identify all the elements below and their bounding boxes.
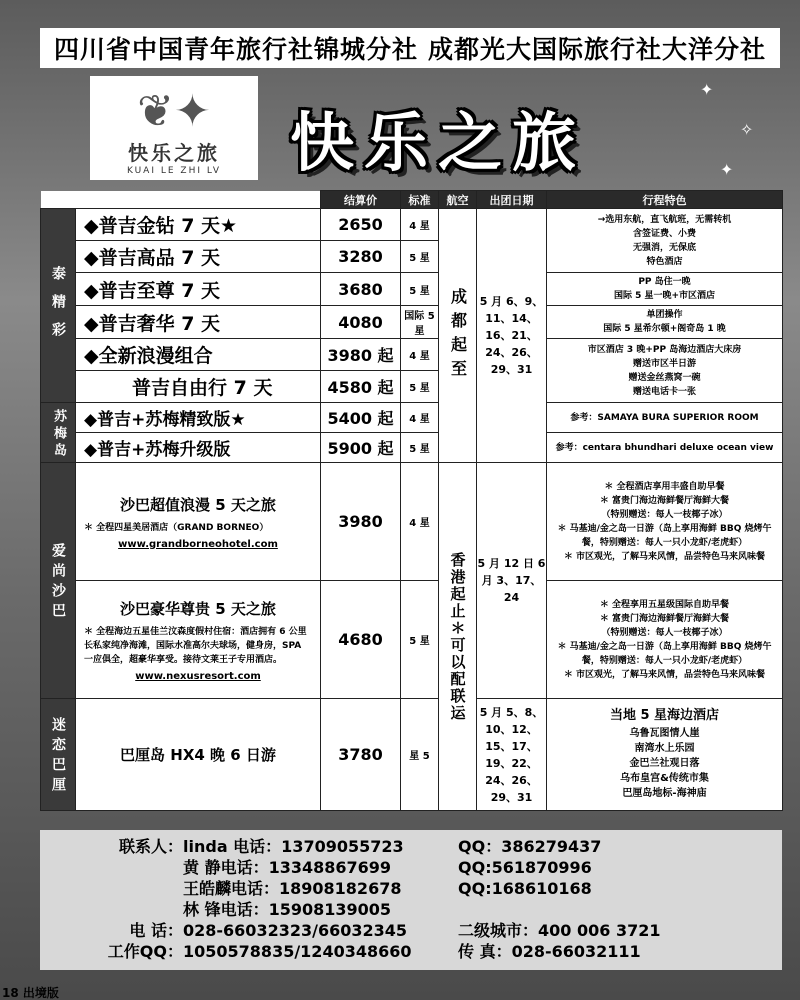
feature-line: 巴厘岛地标-海神庙 [622, 788, 707, 799]
product-std: 5 星 [401, 433, 439, 463]
col-date: 出团日期 [477, 191, 547, 209]
product-price: 3980 [321, 463, 401, 581]
hotel-link[interactable]: www.nexusresort.com [135, 670, 261, 682]
region-thai: 泰精彩 [41, 209, 76, 403]
agency-left: 四川省中国青年旅行社锦城分社 [54, 35, 419, 64]
feature-line: ＊ 马基迪/金之岛一日游（岛上享用海鲜 BBQ 烧烤午餐，特别赠送：每人一只小龙虾/老虎虾） [557, 523, 772, 548]
logo-pinyin: KUAI LE ZHI LV [126, 166, 222, 176]
product-name: ◆普吉+苏梅升级版 [76, 433, 321, 463]
table-row [41, 463, 783, 581]
product-name: ◆普吉金钻 7 天★ [76, 209, 321, 241]
product-price: 4680 [321, 581, 401, 699]
agency-right: 成都光大国际旅行社大洋分社 [427, 35, 766, 64]
contact-row: 联系人： linda 电话：13709055723 QQ：386279437 [118, 837, 602, 856]
table-row [41, 433, 783, 463]
feature-line: 参考：centara bhundhari deluxe ocean view [547, 433, 783, 463]
product-price: 4580 起 [321, 371, 401, 403]
feature-line: ＊ 富贵门海边海鲜餐厅海鲜大餐 [599, 613, 730, 624]
product-std: 5 星 [401, 581, 439, 699]
product-std: 5 星 [401, 273, 439, 306]
feature-line: 赠送金丝燕窝一碗 [628, 372, 701, 383]
product-price: 3780 [321, 699, 401, 811]
product-name: 巴厘岛 HX4 晚 6 日游 [120, 746, 276, 764]
page-title: 快乐之旅 [290, 107, 586, 181]
product-name: ◆全新浪漫组合 [76, 339, 321, 371]
product-name: 沙巴超值浪漫 5 天之旅 [120, 495, 276, 514]
table-row [41, 339, 783, 371]
product-price: 3280 [321, 241, 401, 273]
product-price: 3680 [321, 273, 401, 306]
feature-line: 国际 5 星希尔顿+阁奇岛 1 晚 [603, 324, 726, 334]
region-sabah: 爱尚沙巴 [41, 463, 76, 699]
feature-line: 市区酒店 3 晚+PP 岛海边酒店大床房 [587, 344, 742, 355]
table-header-row [41, 191, 783, 209]
feature-line: ＊ 市区观光，了解马来风情，品尝特色马来风味餐 [563, 669, 766, 680]
product-desc: ＊ 全程海边五星佳兰汶森度假村住宿：酒店拥有 6 公里长私家纯净海滩，国际水准高尔夫球场，健身房，SPA 一应俱全，超豪华享受。接待文莱王子专用酒店。 [84, 626, 307, 665]
feature-line: 特色酒店 [646, 256, 683, 267]
agency-header [40, 28, 780, 68]
feature-line: 单团操作 [646, 310, 683, 320]
hotel-link[interactable]: www.grandborneohotel.com [118, 538, 278, 550]
col-air: 航空 [439, 191, 477, 209]
region-sumei: 苏梅岛 [41, 403, 76, 463]
col-std: 标准 [401, 191, 439, 209]
col-feat: 行程特色 [547, 191, 783, 209]
logo-mark-icon: ❦✦ [137, 86, 211, 137]
product-name: ◆普吉+苏梅精致版★ [76, 403, 321, 433]
product-name: 普吉自由行 7 天 [76, 371, 321, 403]
table-row [41, 209, 783, 241]
sparkle-icon: ✦ [720, 160, 734, 179]
feature-line: ＊ 市区观光，了解马来风情，品尝特色马来风味餐 [563, 551, 766, 562]
feature-line: 金巴兰社观日落 [629, 758, 700, 769]
product-price: 5400 起 [321, 403, 401, 433]
feature-line: 无强消，无保底 [632, 242, 696, 253]
feature-line: PP 岛住一晚 [638, 277, 691, 287]
product-price: 4080 [321, 306, 401, 339]
itinerary-table [40, 190, 783, 811]
thai-dates: 5 月 6、9、11、14、16、21、24、26、29、31 [477, 209, 547, 463]
table-row [41, 699, 783, 811]
feature-line: （特别赠送：每人一枝椰子冰） [601, 509, 728, 520]
feature-line: 南湾水上乐园 [634, 743, 695, 754]
contact-row: 电 话： 028-66032323/66032345 二级城市：400 006 3721 [129, 921, 661, 940]
product-std: 4 星 [401, 339, 439, 371]
table-row [41, 273, 783, 306]
logo-text: 快乐之旅 [128, 141, 220, 165]
contact-row: 王皓麟电话：18908182678 QQ:168610168 [183, 879, 592, 898]
contact-row: 工作QQ： 1050578835/1240348660 传 真：028-66032111 [107, 942, 641, 961]
product-std: 星 5 [401, 699, 439, 811]
feature-line: 含签证费、小费 [632, 228, 696, 239]
feature-line: 国际 5 星一晚+市区酒店 [613, 291, 716, 301]
product-std: 5 星 [401, 371, 439, 403]
feature-line: 赠送市区半日游 [632, 358, 696, 369]
air-hongkong: 香港起止＊可以配联运 [439, 463, 477, 811]
product-name: 沙巴豪华尊贵 5 天之旅 [120, 599, 276, 618]
feature-line: ＊ 马基迪/金之岛一日游（岛上享用海鲜 BBQ 烧烤午餐，特别赠送：每人一只小龙虾/老虎虾） [557, 641, 772, 666]
table-row [41, 581, 783, 699]
air-chengdu: 成都起至 [439, 209, 477, 463]
page-footer: 18 出境版 [2, 986, 59, 1000]
table-row [41, 306, 783, 339]
feature-line: ＊ 全程享用五星级国际自助早餐 [599, 599, 730, 610]
feature-title: 当地 5 星海边酒店 [609, 708, 720, 723]
col-price: 结算价 [321, 191, 401, 209]
feature-line: 参考：SAMAYA BURA SUPERIOR ROOM [547, 403, 783, 433]
logo [90, 76, 258, 180]
feature-line: 乌布皇宫&传统市集 [620, 773, 709, 784]
product-desc: ＊ 全程四星美居酒店（GRAND BORNEO） [84, 522, 269, 533]
feature-line: →选用东航，直飞航班，无需转机 [597, 214, 732, 225]
product-name: ◆普吉高品 7 天 [76, 241, 321, 273]
product-name: ◆普吉至尊 7 天 [76, 273, 321, 306]
feature-line: 乌鲁瓦图情人崖 [629, 728, 700, 739]
product-price: 2650 [321, 209, 401, 241]
contact-panel [40, 830, 782, 970]
sabah-dates: 5 月 12 日 6 月 3、17、24 [477, 463, 547, 699]
product-std: 5 星 [401, 241, 439, 273]
contact-row: 黄 静电话：13348867699 QQ:561870996 [183, 858, 592, 877]
feature-line: （特别赠送：每人一枝椰子冰） [601, 627, 728, 638]
product-std: 4 星 [401, 403, 439, 433]
sparkle-icon: ✦ [700, 80, 714, 99]
feature-line: ＊ 全程酒店享用丰盛自助早餐 [604, 481, 725, 492]
product-std: 4 星 [401, 209, 439, 241]
product-std: 国际 5 星 [401, 306, 439, 339]
product-name: ◆普吉奢华 7 天 [76, 306, 321, 339]
bali-dates: 5 月 5、8、10、12、15、17、19、22、24、26、29、31 [477, 699, 547, 811]
contact-row: 林 锋电话：15908139005 [183, 900, 392, 919]
feature-line: 赠送电话卡一张 [632, 386, 696, 397]
sparkle-icon: ✧ [740, 120, 754, 139]
feature-line: ＊ 富贵门海边海鲜餐厅海鲜大餐 [599, 495, 730, 506]
table-row [41, 403, 783, 433]
region-bali: 迷恋巴厘 [41, 699, 76, 811]
product-price: 5900 起 [321, 433, 401, 463]
product-std: 4 星 [401, 463, 439, 581]
product-price: 3980 起 [321, 339, 401, 371]
